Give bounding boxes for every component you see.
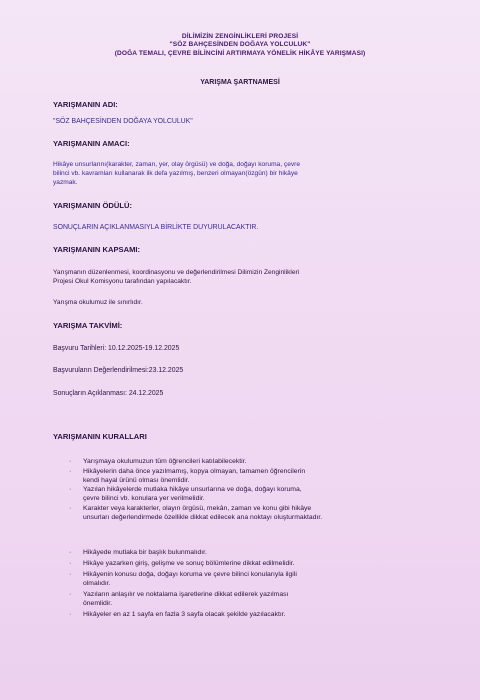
bullet-icon: · (69, 591, 72, 598)
bullet-icon: · (69, 458, 72, 465)
section-heading-award: YARIŞMANIN ÖDÜLÜ: (53, 201, 133, 210)
rule-text-line: Yarışmaya okulumuzun tüm öğrencileri katılabilecektir. (83, 458, 247, 465)
rule-text-line: kendi hayal ürünü olması önemlidir. (83, 476, 190, 484)
rule-text-line: çevre bilinci vb. konulara yer verilmelidir. (83, 494, 205, 502)
rule-text (83, 571, 433, 588)
purpose-line-1: Hikâye unsurlarını(karakter, zaman, yer, olay örgüsü) ve doğa, doğayı koruma, çevre (53, 161, 301, 168)
award-text: SONUÇLARIN AÇIKLANMASIYLA BİRLİKTE DUYURULACAKTIR. (53, 224, 259, 231)
rule-text (83, 560, 433, 569)
competition-name: "SÖZ BAHÇESİNDEN DOĞAYA YOLCULUK" (53, 118, 193, 125)
rule-text-line: Hikâyeler en az 1 sayfa en fazla 3 sayfa olacak şekilde yazılacaktır. (83, 611, 286, 618)
purpose-line-2: bilinci vb. kavramları kullanarak ilk defa yazılmış, benzeri olmayan(özgün) bir hikâye (53, 170, 298, 177)
bullet-icon: · (69, 468, 72, 475)
rule-text-line: önemlidir. (83, 599, 113, 607)
rule-text-line: Hikâye yazarken giriş, gelişme ve sonuç bölümlerine dikkat edilmelidir. (83, 560, 295, 567)
rule-text-line: Hikâyede mutlaka bir başlık bulunmalıdır. (83, 549, 207, 556)
bullet-icon: · (69, 611, 72, 618)
bullet-icon: · (69, 486, 72, 493)
section-heading-name: YARIŞMANIN ADI: (53, 100, 118, 109)
scope-line-2: Projesi Okul Komisyonu tarafından yapılacaktır. (53, 278, 192, 285)
bullet-icon: · (69, 505, 72, 512)
rule-text-line: Hikâyelerin daha önce yazılmamış, kopya olmayan, tamamen öğrencilerin (83, 468, 306, 475)
application-dates: Başvuru Tarihleri: 10.12.2025-19.12.2025 (53, 345, 180, 352)
rule-text (83, 591, 433, 608)
evaluation-date: Başvuruların Değerlendirilmesi:23.12.2025 (53, 367, 184, 374)
rule-text-line: Karakter veya karakterler, olayın örgüsü, mekân, zaman ve konu gibi hikâye (83, 505, 312, 512)
rule-text (83, 549, 433, 558)
section-heading-calendar: YARIŞMA TAKVİMİ: (53, 321, 123, 330)
results-date: Sonuçların Açıklanması: 24.12.2025 (53, 390, 164, 397)
rule-text-line: Hikâyenin konusu doğa, doğayı koruma ve çevre bilinci konularıyla ilgili (83, 571, 297, 578)
rule-text (83, 486, 433, 503)
purpose-line-3: yazmak. (53, 179, 78, 186)
rule-text-line: Yazıların anlaşılır ve noktalama işaretlerine dikkat edilerek yazılması (83, 591, 289, 598)
bullet-icon: · (69, 560, 72, 567)
rule-text (83, 458, 433, 467)
document-header (20, 33, 460, 58)
project-title: DİLİMİZİN ZENGİNLİKLERİ PROJESİ (181, 33, 299, 40)
specification-title: YARIŞMA ŞARTNAMESİ (200, 79, 280, 86)
bullet-icon: · (69, 571, 72, 578)
section-heading-rules: YARIŞMANIN KURALLARI (53, 432, 147, 441)
rule-text-line: Yazılan hikâyelerde mutlaka hikâye unsurlarına ve doğa, doğayı koruma, (83, 486, 302, 493)
scope-line-1: Yarışmanın düzenlenmesi, koordinasyonu ve değerlendirilmesi Dilimizin Zenginlikleri (53, 269, 300, 276)
rule-text (83, 505, 433, 522)
rule-text-line: olmalıdır. (83, 579, 111, 587)
rule-text (83, 468, 433, 485)
scope-line-3: Yarışma okulumuz ile sınırlıdır. (53, 299, 143, 306)
competition-subtitle: (DOĞA TEMALI, ÇEVRE BİLİNCİNİ ARTIRMAYA YÖNELİK HİKÂYE YARIŞMASI) (114, 49, 366, 57)
section-heading-purpose: YARIŞMANIN AMACI: (53, 139, 130, 148)
rule-text-line: unsurları değerlendirmede özellikle dikkat edilecek ana noktayı oluşturmaktadır. (83, 513, 323, 521)
section-heading-scope: YARIŞMANIN KAPSAMI: (53, 245, 141, 254)
rule-text (83, 611, 433, 620)
bullet-icon: · (69, 549, 72, 556)
competition-slogan: "SÖZ BAHÇESİNDEN DOĞAYA YOLCULUK" (169, 41, 311, 49)
